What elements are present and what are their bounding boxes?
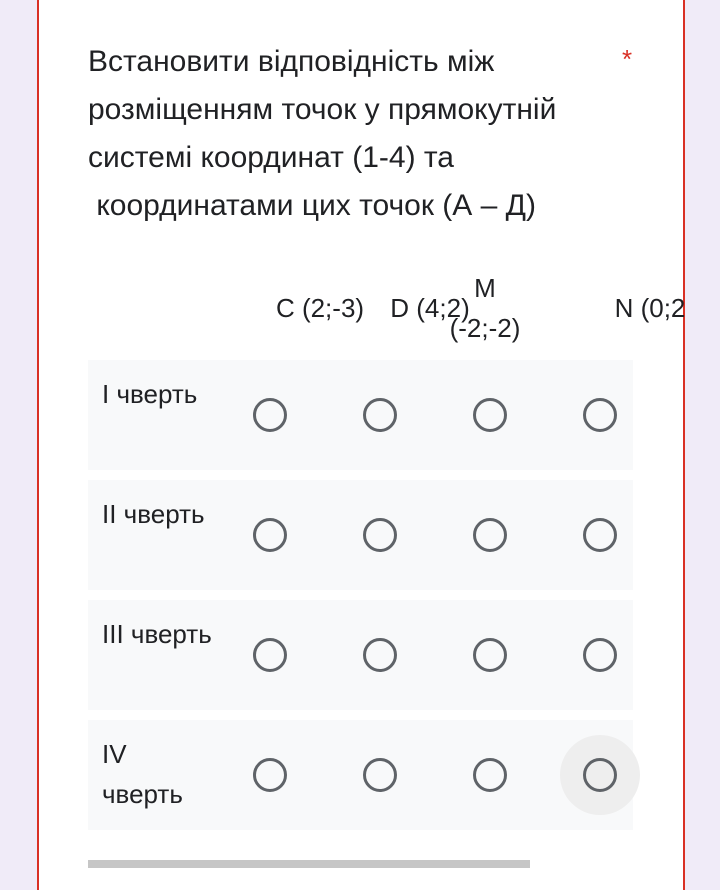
radio-button[interactable] (363, 758, 397, 792)
column-header: D (4;2) (390, 293, 470, 323)
radio-button[interactable] (473, 638, 507, 672)
question-card (37, 0, 685, 890)
required-marker: * (622, 44, 633, 74)
radio-button[interactable] (473, 518, 507, 552)
radio-button[interactable] (253, 518, 287, 552)
radio-button[interactable] (583, 398, 617, 432)
question-line: розміщенням точок у прямокутній (88, 93, 557, 126)
grid-row (88, 600, 633, 710)
radio-button[interactable] (473, 758, 507, 792)
radio-button[interactable] (583, 758, 617, 792)
radio-grid[interactable] (88, 260, 686, 860)
radio-button[interactable] (253, 758, 287, 792)
question-title (88, 38, 628, 230)
radio-button[interactable] (583, 518, 617, 552)
question-line: системі координат (1-4) та (88, 141, 454, 174)
column-header: M (-2;-2) (449, 273, 521, 343)
question-line: координатами цих точок (А – Д) (88, 189, 536, 222)
question-line: Встановити відповідність між (88, 45, 495, 78)
row-label: IV чверть (102, 739, 183, 809)
radio-button[interactable] (363, 398, 397, 432)
radio-button[interactable] (583, 638, 617, 672)
radio-button[interactable] (473, 398, 507, 432)
horizontal-scrollbar[interactable] (88, 860, 530, 868)
radio-button[interactable] (253, 638, 287, 672)
radio-button[interactable] (253, 398, 287, 432)
row-label: II чверть (102, 499, 205, 529)
column-header: N (0;2 (614, 293, 686, 323)
radio-button[interactable] (363, 518, 397, 552)
column-header: C (2;-3) (275, 293, 365, 323)
grid-row (88, 480, 633, 590)
grid-row (88, 720, 633, 830)
row-label: III чверть (102, 619, 212, 649)
grid-row (88, 360, 633, 470)
row-label: I чверть (102, 379, 198, 409)
radio-button[interactable] (363, 638, 397, 672)
